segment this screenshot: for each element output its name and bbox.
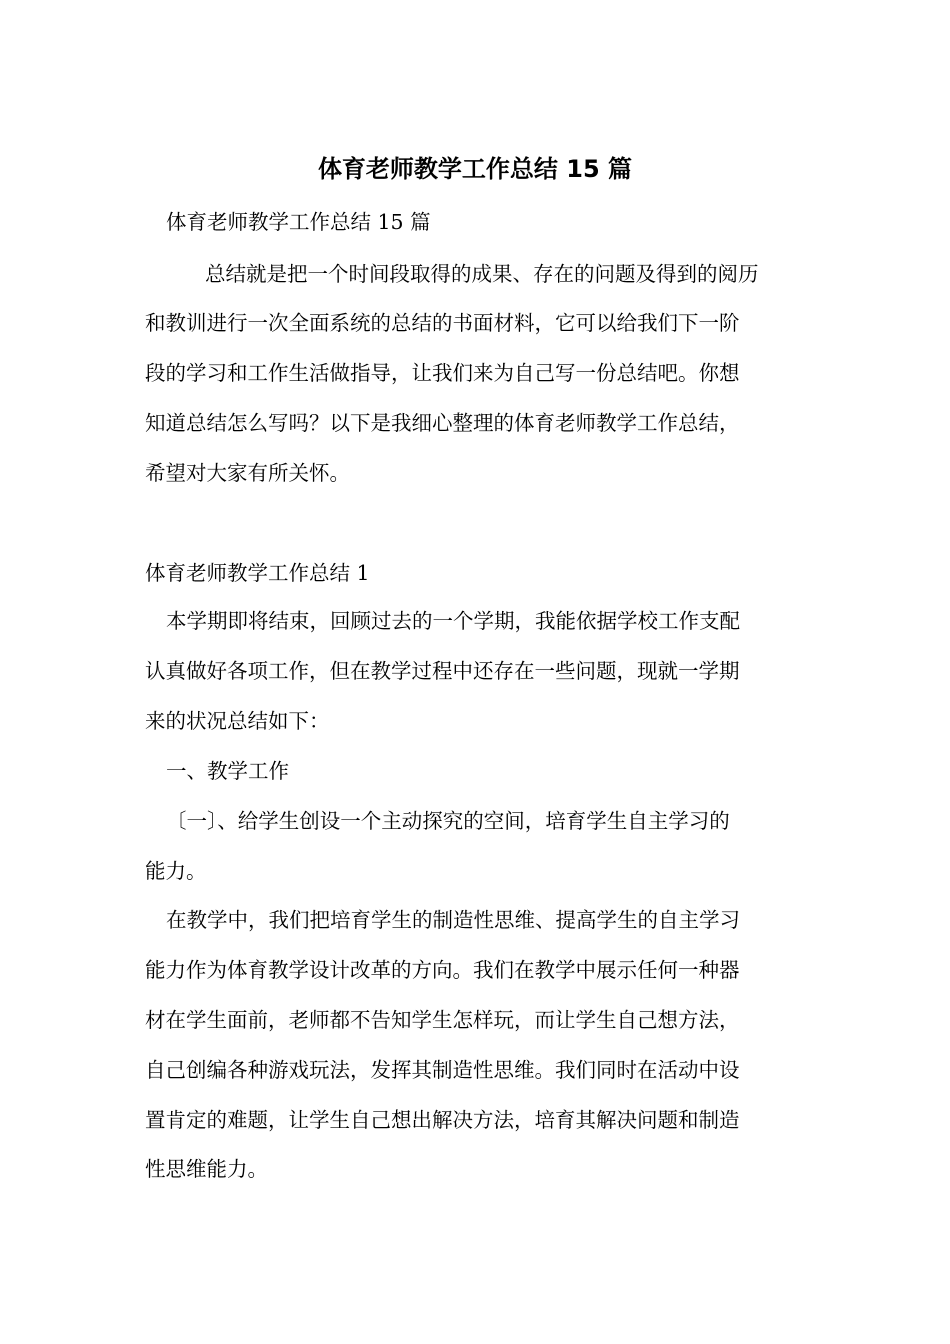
intro-line: 和教训进行一次全面系统的总结的书面材料，它可以给我们下一阶 — [145, 311, 740, 335]
subheading-teaching-work: 一、教学工作 — [166, 759, 289, 783]
intro-line: 段的学习和工作生活做指导，让我们来为自己写一份总结吧。你想 — [145, 361, 740, 385]
intro-line: 知道总结怎么写吗？以下是我细心整理的体育老师教学工作总结， — [145, 411, 740, 435]
intro-line: 希望对大家有所关怀。 — [145, 461, 350, 485]
subheading-line: 〔一〕、给学生创设一个主动探究的空间，培育学生自主学习的 — [166, 809, 730, 833]
paragraph-line: 能力作为体育教学设计改革的方向。我们在教学中展示任何一种器 — [145, 958, 740, 982]
paragraph-line: 自己创编各种游戏玩法，发挥其制造性思维。我们同时在活动中设 — [145, 1058, 740, 1082]
document-title: 体育老师教学工作总结 15 篇 — [317, 155, 633, 183]
paragraph-line: 来的状况总结如下： — [145, 709, 330, 733]
section-heading: 体育老师教学工作总结 1 — [145, 561, 370, 585]
paragraph-line: 认真做好各项工作，但在教学过程中还存在一些问题，现就一学期 — [145, 659, 740, 683]
document-subtitle: 体育老师教学工作总结 15 篇 — [166, 210, 431, 234]
paragraph-line: 置肯定的难题，让学生自己想出解决方法，培育其解决问题和制造 — [145, 1108, 740, 1132]
paragraph-line: 材在学生面前，老师都不告知学生怎样玩，而让学生自己想方法， — [145, 1008, 740, 1032]
paragraph-line: 性思维能力。 — [145, 1157, 268, 1181]
subheading-line: 能力。 — [145, 859, 207, 883]
paragraph-line: 在教学中，我们把培育学生的制造性思维、提高学生的自主学习 — [166, 908, 740, 932]
paragraph-line: 本学期即将结束，回顾过去的一个学期，我能依据学校工作支配 — [166, 609, 740, 633]
intro-line: 总结就是把一个时间段取得的成果、存在的问题及得到的阅历 — [205, 262, 759, 286]
